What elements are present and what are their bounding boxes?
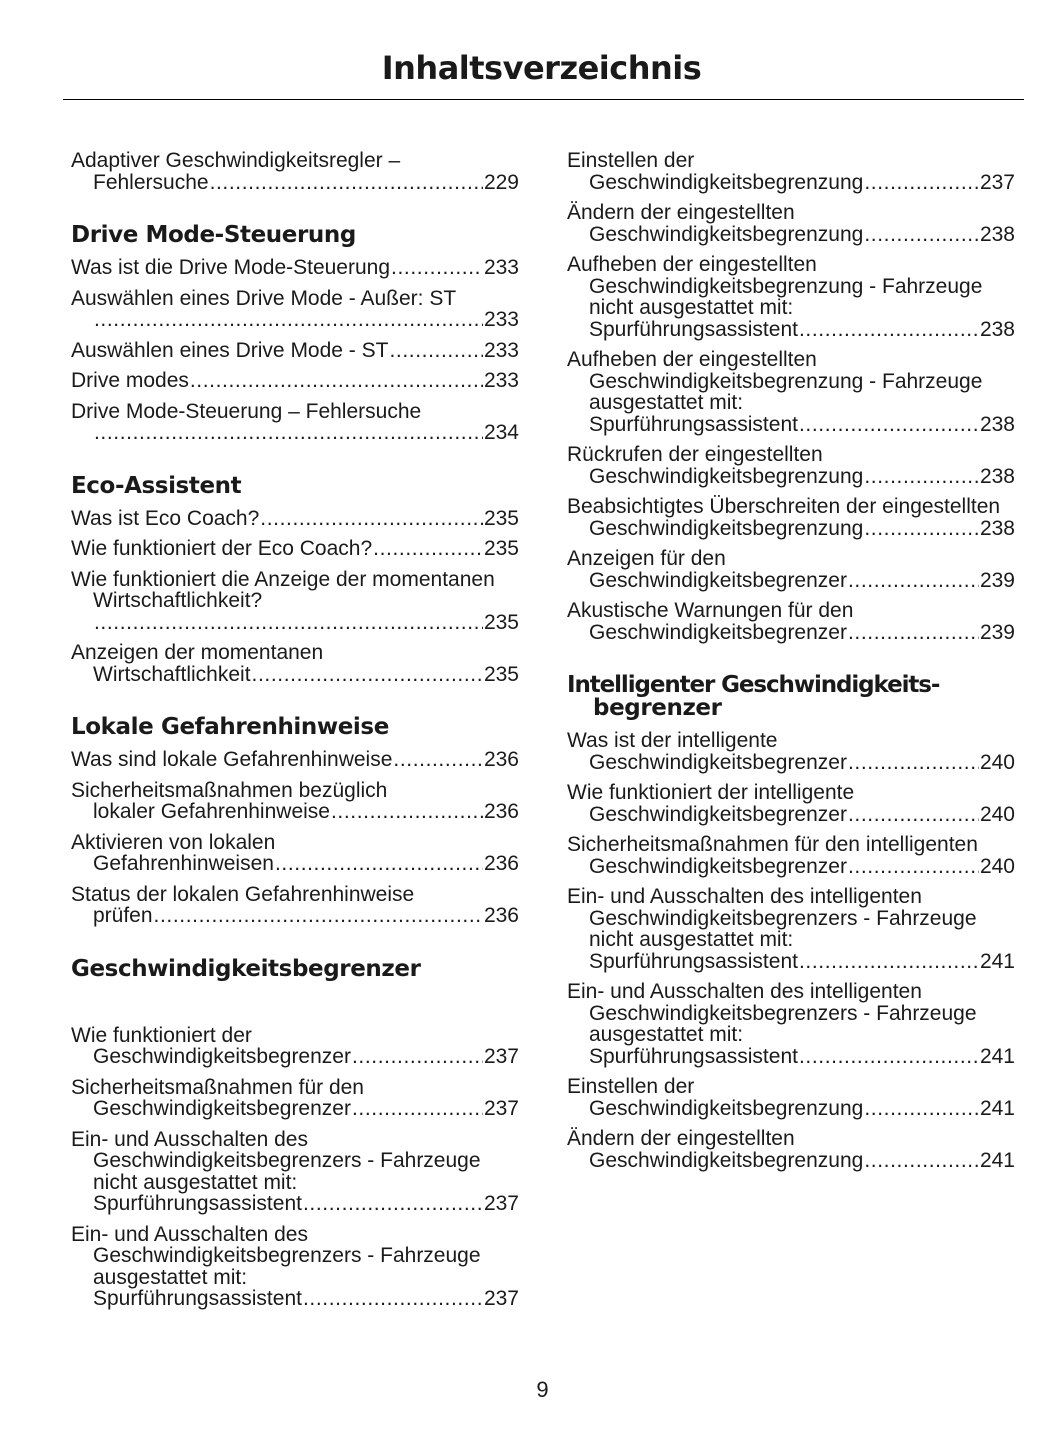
toc-entry-label: Adaptiver Geschwindigkeitsregler –: [71, 149, 401, 172]
toc-entry-page: 235: [483, 537, 519, 560]
toc-entry-label: Einstellen der: [567, 1075, 695, 1098]
toc-entry-page-line: [71, 1288, 519, 1310]
page-title: Inhaltsverzeichnis: [381, 49, 702, 87]
toc-entry-last-line: Geschwindigkeitsbegrenzung: [589, 1096, 864, 1120]
toc-entry-label: Ein- und Ausschalten des intelligenten Geschwindigkeitsbegrenzers - Fahrzeuge ausgestattet mit:: [567, 980, 977, 1046]
toc-entry[interactable]: [567, 730, 1015, 773]
toc-entry-page: 238: [979, 412, 1015, 436]
toc-entry-page-line: [71, 370, 519, 392]
toc-entry-last-line: Gefahrenhinweisen: [93, 852, 274, 875]
toc-entry-page-line: [71, 508, 519, 530]
toc-entry[interactable]: [567, 981, 1015, 1067]
dot-leader: [275, 853, 483, 875]
toc-entry[interactable]: [567, 254, 1015, 340]
toc-entry-page-line: [567, 414, 1015, 436]
dot-leader: [352, 1046, 483, 1068]
toc-entry-page: 238: [979, 516, 1015, 540]
dot-leader: [848, 622, 979, 644]
toc-entry-page: 240: [979, 854, 1015, 878]
toc-entry-label: Anzeigen für den: [567, 547, 726, 570]
toc-entry-last-line: Spurführungsassistent: [589, 412, 798, 436]
toc-entry-page: 236: [483, 748, 519, 771]
dot-leader: [303, 1288, 483, 1310]
dot-leader: [389, 340, 482, 362]
toc-entry[interactable]: [71, 508, 519, 530]
toc-entry[interactable]: [567, 886, 1015, 972]
toc-entry[interactable]: [71, 257, 519, 279]
dot-leader: [154, 905, 483, 927]
toc-entry[interactable]: [71, 884, 519, 927]
toc-entry-last-line: Was ist die Drive Mode-Steuerung: [71, 256, 391, 279]
dot-leader: [94, 422, 483, 444]
toc-entry[interactable]: [567, 1076, 1015, 1119]
toc-entry[interactable]: [567, 834, 1015, 877]
toc-entry-label: Anzeigen der momentanen: [71, 641, 324, 664]
toc-entry-page: 240: [979, 750, 1015, 774]
dot-leader: [799, 414, 979, 436]
toc-entry-page-line: [71, 664, 519, 686]
toc-entry-page-line: [71, 905, 519, 927]
toc-entry[interactable]: [71, 288, 519, 331]
dot-leader: [210, 172, 483, 194]
toc-entry-page: 235: [483, 662, 519, 686]
toc-entry[interactable]: [567, 150, 1015, 193]
dot-leader: [864, 518, 979, 540]
toc-entry-label: Beabsichtigtes Überschreiten der eingestellten: [567, 495, 1001, 518]
dot-leader: [391, 257, 483, 279]
toc-entry-page: 233: [483, 369, 519, 392]
toc-entry-page: 236: [483, 800, 519, 823]
toc-entry-label: Aktivieren von lokalen: [71, 830, 276, 854]
toc-entry-page: 238: [979, 464, 1015, 488]
toc-entry-last-line: Spurführungsassistent: [589, 949, 798, 973]
toc-entry-last-line: lokaler Gefahrenhinweise: [93, 800, 330, 823]
toc-entry-page: 237: [483, 1045, 519, 1068]
toc-entry-page-line: [567, 570, 1015, 592]
toc-column-right: [567, 150, 1015, 1180]
toc-entry-page-line: [71, 340, 519, 362]
toc-entry-label: Einstellen der: [567, 149, 695, 172]
toc-entry-page-line: [71, 172, 519, 194]
toc-entry-last-line: Geschwindigkeitsbegrenzung: [589, 1148, 864, 1172]
toc-entry[interactable]: [567, 349, 1015, 435]
toc-entry-page: 237: [483, 1192, 519, 1215]
dot-leader: [252, 664, 483, 686]
toc-entry-label: Wie funktioniert der: [71, 1023, 252, 1047]
toc-entry-page-line: [71, 1098, 519, 1120]
toc-entry-page: 233: [483, 308, 519, 331]
toc-entry-page: 241: [979, 1096, 1015, 1120]
page-number: 9: [536, 1377, 549, 1402]
dot-leader: [799, 319, 979, 341]
toc-entry-last-line: Was ist Eco Coach?: [71, 506, 260, 530]
toc-entry-last-line: Was sind lokale Gefahrenhinweise: [71, 748, 393, 771]
toc-entry-last-line: Wirtschaftlichkeit: [93, 662, 251, 686]
toc-entry-last-line: Geschwindigkeitsbegrenzung: [589, 464, 864, 488]
toc-entry-last-line: Spurführungsassistent: [589, 317, 798, 341]
toc-entry-page: 239: [979, 568, 1015, 592]
toc-entry-page-line: [71, 257, 519, 279]
dot-leader: [799, 1046, 979, 1068]
toc-entry[interactable]: [567, 782, 1015, 825]
dot-leader: [864, 466, 979, 488]
dot-leader: [848, 856, 979, 878]
toc-entry-label: Status der lokalen Gefahrenhinweise: [71, 882, 415, 906]
toc-entry-last-line: Geschwindigkeitsbegrenzer: [589, 750, 847, 774]
toc-entry-page: 237: [979, 170, 1015, 194]
toc-entry-last-line: Auswählen eines Drive Mode - ST: [71, 338, 389, 362]
dot-leader: [848, 804, 979, 826]
toc-entry-page-line: [567, 224, 1015, 246]
toc-column-left: [71, 150, 519, 1319]
toc-entry-page: 235: [483, 506, 519, 530]
toc-entry-page-line: [567, 951, 1015, 973]
toc-entry-page-line: [567, 752, 1015, 774]
toc-entry-page-line: [567, 1046, 1015, 1068]
toc-entry-page-line: [71, 749, 519, 771]
toc-entry-page-line: [71, 853, 519, 875]
toc-entry[interactable]: [71, 749, 519, 771]
toc-entry-label: Ein- und Ausschalten des intelligenten Geschwindigkeitsbegrenzers - Fahrzeuge nicht ausgestattet mit:: [567, 885, 977, 951]
toc-entry-page: 236: [483, 852, 519, 875]
toc-entry-last-line: Geschwindigkeitsbegrenzung: [589, 516, 864, 540]
toc-entry-page-line: [567, 466, 1015, 488]
toc-entry-last-line: Fehlersuche: [93, 170, 209, 194]
toc-entry[interactable]: [567, 1128, 1015, 1171]
toc-entry-label: Auswählen eines Drive Mode - Außer: ST: [71, 286, 457, 310]
toc-entry-page-line: [567, 319, 1015, 341]
toc-entry-last-line: Spurführungsassistent: [93, 1287, 302, 1310]
dot-leader: [373, 538, 483, 560]
toc-entry-page-line: [71, 612, 519, 634]
toc-entry-last-line: Geschwindigkeitsbegrenzung: [589, 222, 864, 246]
toc-entry-label: Drive Mode-Steuerung – Fehlersuche: [71, 399, 422, 423]
toc-entry[interactable]: [71, 1224, 519, 1310]
toc-entry-page-line: [71, 538, 519, 560]
toc-entry-label: Ein- und Ausschalten des Geschwindigkeitsbegrenzers - Fahrzeuge ausgestattet mit:: [71, 1222, 481, 1289]
toc-entry-page: 237: [483, 1287, 519, 1310]
toc-entry-last-line: Geschwindigkeitsbegrenzer: [589, 854, 847, 878]
toc-entry-page: 238: [979, 222, 1015, 246]
toc-entry-last-line: Drive modes: [71, 369, 189, 392]
dot-leader: [799, 951, 979, 973]
section-heading-local-hazard: Lokale Gefahrenhinweise: [71, 714, 389, 740]
toc-entry-page-line: [567, 856, 1015, 878]
toc-entry[interactable]: [567, 202, 1015, 245]
toc-entry-last-line: Geschwindigkeitsbegrenzer: [589, 620, 847, 644]
toc-entry-page-line: [71, 1193, 519, 1215]
toc-entry-page-line: [71, 309, 519, 331]
toc-entry-page-line: [71, 1046, 519, 1068]
toc-entry[interactable]: [567, 548, 1015, 591]
toc-entry-label: Ändern der eingestellten: [567, 1127, 795, 1150]
toc-entry-last-line: Wie funktioniert der Eco Coach?: [71, 537, 373, 560]
title-divider: [63, 99, 1024, 100]
toc-entry-page-line: [71, 801, 519, 823]
toc-entry-last-line: Geschwindigkeitsbegrenzer: [589, 802, 847, 826]
toc-entry-label: Sicherheitsmaßnahmen bezüglich: [71, 778, 388, 802]
toc-entry-page: 233: [483, 256, 519, 279]
toc-entry-page-line: [567, 622, 1015, 644]
toc-entry[interactable]: [71, 642, 519, 685]
dot-leader: [864, 1150, 979, 1172]
toc-entry-page: 235: [483, 610, 519, 634]
dot-leader: [848, 752, 979, 774]
toc-entry[interactable]: [567, 444, 1015, 487]
toc-entry[interactable]: [71, 569, 519, 634]
toc-entry-page: 236: [483, 904, 519, 927]
toc-entry-page: 241: [979, 1148, 1015, 1172]
toc-entry-page: 234: [483, 421, 519, 444]
toc-entry-page: 233: [483, 338, 519, 362]
toc-entry[interactable]: [71, 538, 519, 560]
dot-leader: [190, 370, 483, 392]
toc-entry-page: 239: [979, 620, 1015, 644]
toc-entry-page: 229: [483, 170, 519, 194]
toc-entry-label: Sicherheitsmaßnahmen für den intelligenten: [567, 833, 978, 856]
dot-leader: [352, 1098, 483, 1120]
toc-entry-page: 237: [483, 1097, 519, 1120]
dot-leader: [331, 801, 483, 823]
toc-entry-page-line: [567, 804, 1015, 826]
toc-entry-label: Was ist der intelligente: [567, 729, 778, 752]
toc-entry-page: 238: [979, 317, 1015, 341]
heading-line-1: Intelligenter Geschwindigkeits-: [567, 672, 940, 698]
dot-leader: [864, 224, 979, 246]
toc-entry-label: Ein- und Ausschalten des Geschwindigkeitsbegrenzers - Fahrzeuge nicht ausgestattet mit:: [71, 1127, 481, 1194]
toc-entry[interactable]: [71, 401, 519, 444]
toc-entry[interactable]: [71, 1025, 519, 1068]
toc-entry-page-line: [567, 518, 1015, 540]
toc-entry-page: 241: [979, 949, 1015, 973]
toc-entry-last-line: Spurführungsassistent: [93, 1192, 302, 1215]
dot-leader: [848, 570, 979, 592]
dot-leader: [260, 508, 483, 530]
toc-entry-page-line: [71, 422, 519, 444]
toc-entry[interactable]: [71, 1129, 519, 1215]
toc-entry[interactable]: [71, 780, 519, 823]
dot-leader: [94, 309, 483, 331]
toc-entry-page: 240: [979, 802, 1015, 826]
toc-entry-label: Sicherheitsmaßnahmen für den: [71, 1075, 364, 1099]
toc-entry[interactable]: [567, 496, 1015, 539]
toc-entry-label: Wie funktioniert die Anzeige der momentanen Wirtschaftlichkeit?: [71, 567, 495, 612]
dot-leader: [864, 172, 979, 194]
toc-entry-page-line: [567, 1150, 1015, 1172]
toc-entry[interactable]: [71, 150, 519, 193]
toc-entry-label: Aufheben der eingestellten Geschwindigkeitsbegrenzung - Fahrzeuge nicht ausgestattet mit:: [567, 253, 983, 319]
toc-entry-page-line: [567, 172, 1015, 194]
heading-line-2: begrenzer: [593, 695, 722, 721]
dot-leader: [864, 1098, 979, 1120]
section-heading-speed-limiter: Geschwindigkeitsbegrenzer: [71, 955, 421, 982]
toc-entry-last-line: prüfen: [93, 904, 153, 927]
toc-entry-label: Akustische Warnungen für den: [567, 599, 854, 622]
toc-entry-label: Aufheben der eingestellten Geschwindigkeitsbegrenzung - Fahrzeuge ausgestattet mit:: [567, 348, 983, 414]
toc-entry-last-line: Spurführungsassistent: [589, 1044, 798, 1068]
toc-entry-label: Wie funktioniert der intelligente: [567, 781, 855, 804]
section-heading-intelligent-limiter: [567, 674, 1015, 720]
section-heading-drive-mode: Drive Mode-Steuerung: [71, 222, 356, 248]
toc-entry-label: Ändern der eingestellten: [567, 201, 795, 224]
toc-entry-page-line: [567, 1098, 1015, 1120]
toc-entry[interactable]: [71, 832, 519, 875]
dot-leader: [303, 1193, 483, 1215]
toc-entry-last-line: Geschwindigkeitsbegrenzer: [589, 568, 847, 592]
toc-entry[interactable]: [71, 370, 519, 392]
toc-entry-last-line: Geschwindigkeitsbegrenzer: [93, 1097, 351, 1120]
toc-entry-label: Rückrufen der eingestellten: [567, 443, 823, 466]
dot-leader: [94, 612, 483, 634]
toc-entry-last-line: Geschwindigkeitsbegrenzung: [589, 170, 864, 194]
toc-entry-last-line: Geschwindigkeitsbegrenzer: [93, 1045, 351, 1068]
toc-entry[interactable]: [567, 600, 1015, 643]
section-heading-eco: Eco-Assistent: [71, 472, 242, 499]
toc-entry[interactable]: [71, 1077, 519, 1120]
toc-entry-page: 241: [979, 1044, 1015, 1068]
toc-entry[interactable]: [71, 340, 519, 362]
dot-leader: [393, 749, 483, 771]
